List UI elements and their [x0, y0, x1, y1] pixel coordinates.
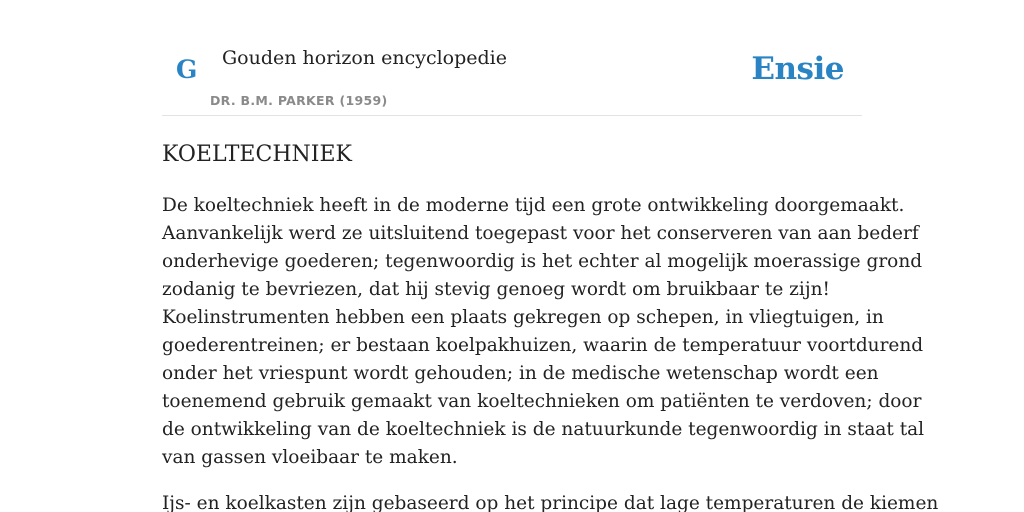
paragraph-line: goederentreinen; er bestaan koelpakhuizen, waarin de temperatuur voortdurend: [162, 335, 924, 356]
paragraph-line: De koeltechniek heeft in de moderne tijd een grote ontwikkeling doorgemaakt.: [162, 195, 905, 216]
book-author: DR. B.M. PARKER (1959): [210, 93, 388, 108]
article-title: KOELTECHNIEK: [162, 142, 352, 167]
paragraph-line: zodanig te bevriezen, dat hij stevig genoeg wordt om bruikbaar te zijn!: [162, 279, 830, 300]
paragraph-line: Koelinstrumenten hebben een plaats gekregen op schepen, in vliegtuigen, in: [162, 307, 884, 328]
book-title-link[interactable]: Gouden horizon encyclopedie: [222, 47, 507, 69]
paragraph-line: onderhevige goederen; tegenwoordig is het echter al mogelijk moerassige grond: [162, 251, 923, 272]
paragraph-line: de ontwikkeling van de koeltechniek is de natuurkunde tegenwoordig in staat tal: [162, 419, 925, 440]
book-logo[interactable]: G: [176, 55, 198, 84]
article: [162, 137, 939, 512]
article-paragraph-1: [162, 192, 925, 472]
paragraph-line: van gassen vloeibaar te maken.: [162, 447, 458, 468]
paragraph-line: Aanvankelijk werd ze uitsluitend toegepast voor het conserveren van aan bederf: [162, 223, 919, 244]
paragraph-line: onder het vriespunt wordt gehouden; in de medische wetenschap wordt een: [162, 363, 879, 384]
ensie-logo[interactable]: Ensie: [751, 51, 844, 87]
article-paragraph-2: [162, 490, 939, 512]
site-header: [162, 0, 862, 116]
paragraph-line: toenemend gebruik gemaakt van koeltechnieken om patiënten te verdoven; door: [162, 391, 922, 412]
paragraph-line: Ijs- en koelkasten zijn gebaseerd op het principe dat lage temperaturen de kiemen: [162, 493, 939, 512]
